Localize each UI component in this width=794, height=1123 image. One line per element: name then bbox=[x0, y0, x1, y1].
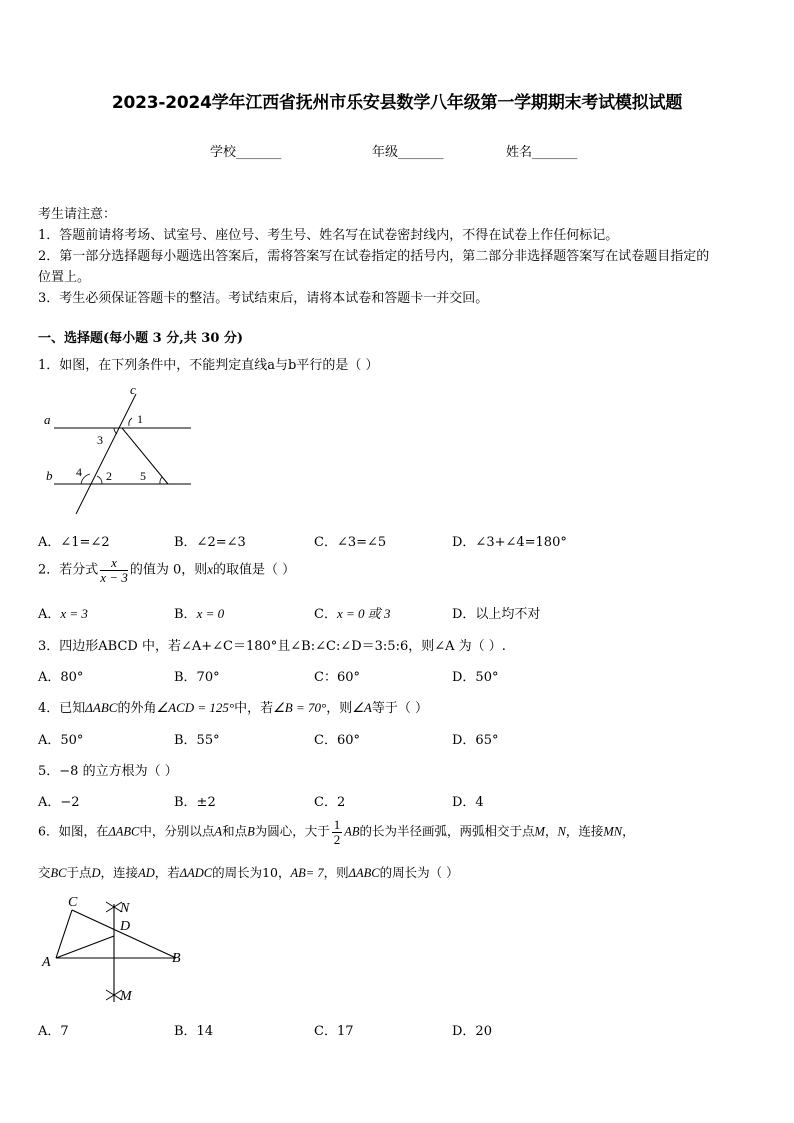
q6-option-a: A．7 bbox=[38, 1024, 69, 1039]
q1-option-d: D．∠3+∠4=180° bbox=[452, 535, 567, 550]
q5-option-d: D．4 bbox=[452, 795, 484, 810]
notice-item-2-cont: 位置上。 bbox=[38, 270, 91, 285]
q4-stem: 4．已知ΔABC的外角∠ACD = 125°中，若∠B = 70°，则∠A等于（ ） bbox=[38, 700, 428, 716]
q5-option-b: B．±2 bbox=[174, 795, 216, 810]
q2-frac-num: x bbox=[100, 556, 128, 571]
grade-field: 年级_______ bbox=[372, 145, 444, 160]
q2-suffix2: 的取值是（ ） bbox=[213, 562, 296, 578]
q2-fraction bbox=[100, 556, 128, 584]
q2-prefix: 2．若分式 bbox=[38, 562, 99, 578]
q2-frac-den: x − 3 bbox=[100, 569, 128, 585]
q6-fraction: $\frac{1}{2}$ bbox=[333, 817, 341, 847]
q2-stem bbox=[38, 556, 295, 584]
q6-stem-line1: 6．如图，在ΔABC中，分别以点A和点B为圆心，大于 $\frac{1}{2}$ AB的长为半径画弧，两弧相交于点M，N，连接MN， bbox=[38, 817, 635, 847]
page-title: 2023-2024学年江西省抚州市乐安县数学八年级第一学期期末考试模拟试题 bbox=[111, 93, 683, 113]
q6-stem-line2: 交BC于点D，连接AD，若ΔADC的周长为10，AB= 7，则ΔABC的周长为（ ） bbox=[38, 865, 459, 880]
name-field: 姓名_______ bbox=[506, 145, 578, 160]
q2-suffix: 的值为 0，则 bbox=[129, 562, 208, 578]
label-c: c bbox=[130, 382, 136, 397]
q2-option-a: A．x = 3 bbox=[38, 606, 88, 622]
q4-option-b: B．55° bbox=[174, 733, 220, 748]
label-angle-5: 5 bbox=[140, 469, 146, 483]
q2-option-b: B．x = 0 bbox=[174, 606, 225, 622]
q4-option-a: A．50° bbox=[38, 733, 84, 748]
q4-triangle: ΔABC bbox=[85, 700, 118, 715]
q1-option-a: A．∠1=∠2 bbox=[38, 535, 110, 550]
notice-item-2: 2．第一部分选择题每小题选出答案后，需将答案写在试卷指定的括号内，第二部分非选择题答案写在试卷题目指定的 bbox=[38, 249, 710, 264]
label-b: b bbox=[46, 468, 53, 483]
school-field: 学校_______ bbox=[210, 145, 282, 160]
q5-option-a: A．−2 bbox=[38, 795, 80, 810]
q5-option-c: C．2 bbox=[314, 795, 346, 810]
q1-figure bbox=[36, 380, 206, 520]
q4-cond1: ∠ACD = 125° bbox=[156, 700, 235, 715]
label-angle-2: 2 bbox=[106, 469, 112, 483]
label-angle-4: 4 bbox=[76, 465, 82, 479]
label-angle-3: 3 bbox=[97, 433, 103, 447]
label-D: D bbox=[120, 919, 131, 934]
label-C: C bbox=[68, 895, 78, 910]
q4-option-c: C．60° bbox=[314, 733, 360, 748]
q6-figure bbox=[36, 890, 196, 1010]
q3-stem: 3．四边形ABCD 中，若∠A+∠C＝180°且∠B:∠C:∠D＝3:5:6，则∠A 为（ ）. bbox=[38, 639, 506, 654]
q2-option-d: D．以上均不对 bbox=[452, 607, 541, 622]
q2-option-c: C．x = 0 或 3 bbox=[314, 606, 391, 622]
q3-option-a: A．80° bbox=[38, 670, 84, 685]
label-B: B bbox=[172, 951, 181, 966]
notice-item-1: 1．答题前请将考场、试室号、座位号、考生号、姓名写在试卷密封线内，不得在试卷上作任何标记。 bbox=[38, 228, 619, 243]
label-A: A bbox=[42, 955, 51, 970]
label-M: M bbox=[120, 989, 132, 1004]
label-N: N bbox=[120, 901, 130, 916]
q3-option-d: D．50° bbox=[452, 670, 499, 685]
q6-option-d: D．20 bbox=[452, 1024, 492, 1039]
q2-var: x bbox=[207, 561, 214, 577]
section-heading: 一、选择题(每小题 3 分,共 30 分) bbox=[38, 331, 244, 346]
q5-stem: 5．−8 的立方根为（ ） bbox=[38, 764, 178, 779]
label-angle-1: 1 bbox=[137, 412, 143, 426]
label-a: a bbox=[44, 412, 51, 427]
q6-option-b: B．14 bbox=[174, 1024, 214, 1039]
notice-heading: 考生请注意： bbox=[38, 207, 117, 222]
q1-stem: 1．如图，在下列条件中，不能判定直线a与b平行的是（ ） bbox=[38, 358, 379, 373]
q3-option-b: B．70° bbox=[174, 670, 220, 685]
q4-option-d: D．65° bbox=[452, 733, 499, 748]
q4-cond2: ∠B = 70° bbox=[273, 700, 327, 715]
q3-option-c: C：60° bbox=[314, 670, 360, 685]
q1-option-c: C．∠3=∠5 bbox=[314, 535, 387, 550]
q4-angle-a: ∠A bbox=[352, 700, 372, 715]
q1-option-b: B．∠2=∠3 bbox=[174, 535, 246, 550]
notice-item-3: 3．考生必须保证答题卡的整洁。考试结束后，请将本试卷和答题卡一并交回。 bbox=[38, 291, 489, 306]
q6-option-c: C．17 bbox=[314, 1024, 354, 1039]
